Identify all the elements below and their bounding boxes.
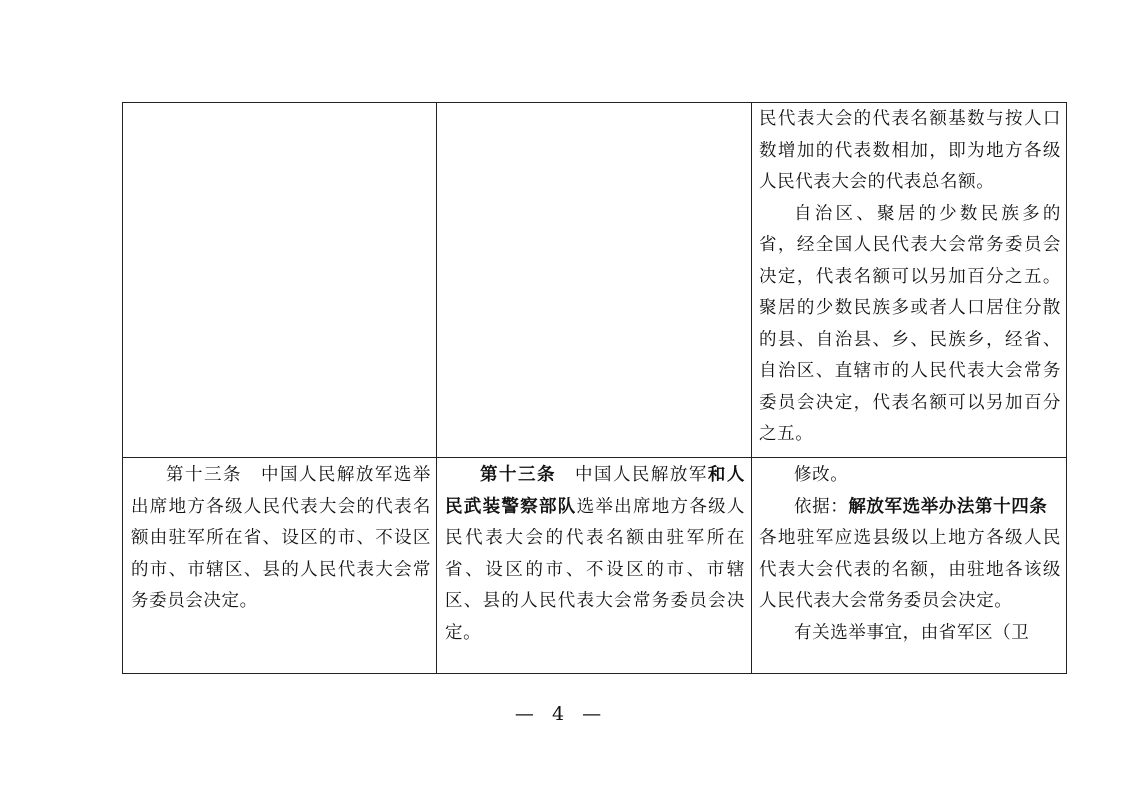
page-number: — 4 — [514, 703, 608, 725]
column-divider-2 [751, 103, 752, 673]
amended-article-number: 第十三条 [480, 465, 556, 485]
amended-text-part-2: 选举出席地方各级人民代表大会的代表名额由驻军所在省、设区的市、不设区的市、市辖区、县的人民代表大会常务委员会决定。 [445, 496, 746, 643]
basis-reference: 解放军选举办法第十四条 [848, 496, 1048, 517]
row2-notes-continuation: 有关选举事宜，由省军区（卫 [794, 622, 1030, 643]
amended-added-phrase: 和人民武装警察部队 [445, 465, 745, 517]
row1-notes-paragraph-2: 自治区、聚居的少数民族多的省，经全国人民代表大会常务委员会决定，代表名额可以另加百分之五。聚居的少数民族多或者人口居住分散的县、自治县、乡、民族乡，经省、自治区、直辖市的人民代表大会常务委员会决定，代表名额可以另加百分之五。 [759, 203, 1061, 444]
column-divider-1 [436, 103, 437, 673]
row2-notes-basis [759, 492, 1066, 618]
row2-amended-text-cell [445, 460, 745, 670]
row2-notes-change-type: 修改。 [794, 465, 849, 485]
amended-text-part-1: 中国人民解放军 [555, 465, 708, 485]
row-divider [123, 457, 1066, 458]
row1-notes-paragraph-1: 民代表大会的代表名额基数与按人口数增加的代表数相加，即为地方各级人民代表大会的代表总名额。 [759, 109, 1061, 192]
row2-original-article: 第十三条 中国人民解放军选举出席地方各级人民代表大会的代表名额由驻军所在省、设区的市、不设区的市、市辖区、县的人民代表大会常务委员会决定。 [131, 465, 431, 611]
basis-text: 各地驻军应选县级以上地方各级人民代表大会代表的名额，由驻地各该级人民代表大会常务委员会决定。 [759, 496, 1066, 611]
row1-revision-notes-cell [759, 104, 1061, 454]
basis-label: 依据： [794, 496, 849, 517]
row2-amended-article [445, 460, 745, 649]
row2-original-text-cell [131, 460, 431, 670]
row2-revision-notes-cell [759, 460, 1066, 672]
comparison-table [122, 102, 1067, 674]
